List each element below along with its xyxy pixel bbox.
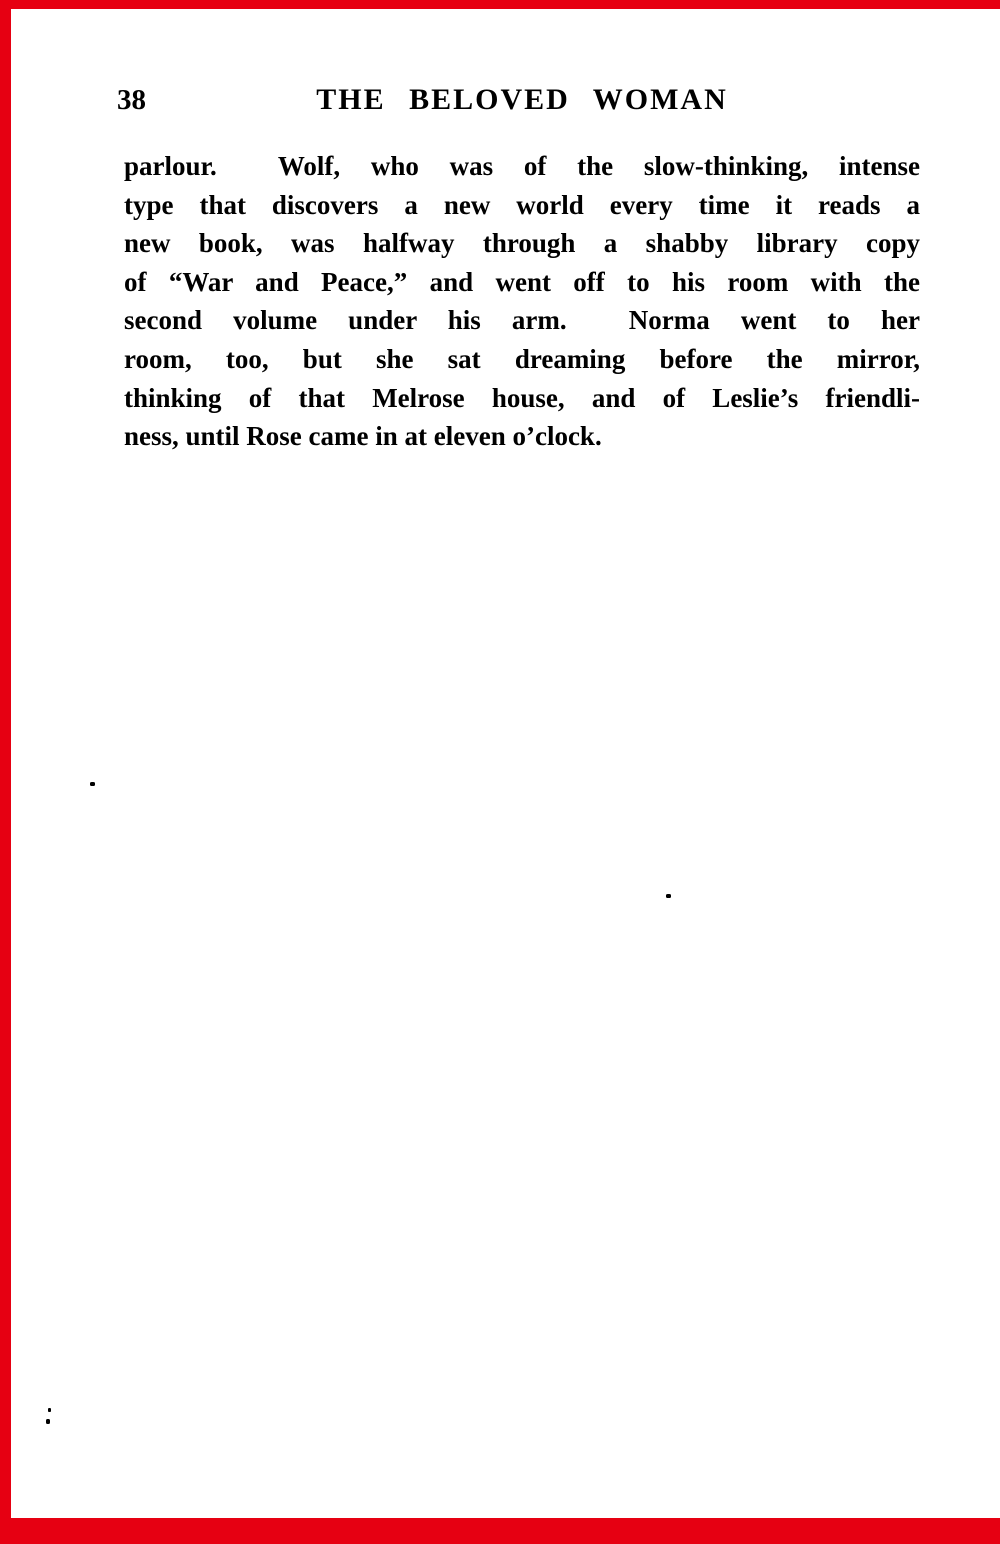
scan-edge-top: [0, 0, 1000, 9]
running-header-title: THE BELOVED WOMAN: [316, 83, 728, 116]
text-line: parlour. Wolf, who was of the slow-thinking, intense: [124, 151, 920, 181]
paragraph: [124, 147, 920, 456]
ink-speck: [46, 1419, 50, 1424]
ink-speck: [90, 782, 95, 786]
text-line: type that discovers a new world every time it reads a: [124, 189, 920, 220]
page-number: 38: [117, 84, 146, 116]
ink-speck: [666, 894, 671, 898]
text-line: of “War and Peace,” and went off to his room with the: [124, 266, 920, 297]
text-line: thinking of that Melrose house, and of Leslie’s friendli-: [124, 382, 920, 413]
ink-speck: [48, 1408, 51, 1412]
text-line: second volume under his arm. Norma went to her: [124, 305, 920, 336]
text-line: room, too, but she sat dreaming before the mirror,: [124, 343, 920, 374]
scan-edge-left: [0, 0, 11, 1544]
text-line: new book, was halfway through a shabby library copy: [124, 228, 920, 259]
scan-edge-bottom: [0, 1518, 1000, 1544]
text-line: ness, until Rose came in at eleven o’clock.: [124, 421, 602, 452]
